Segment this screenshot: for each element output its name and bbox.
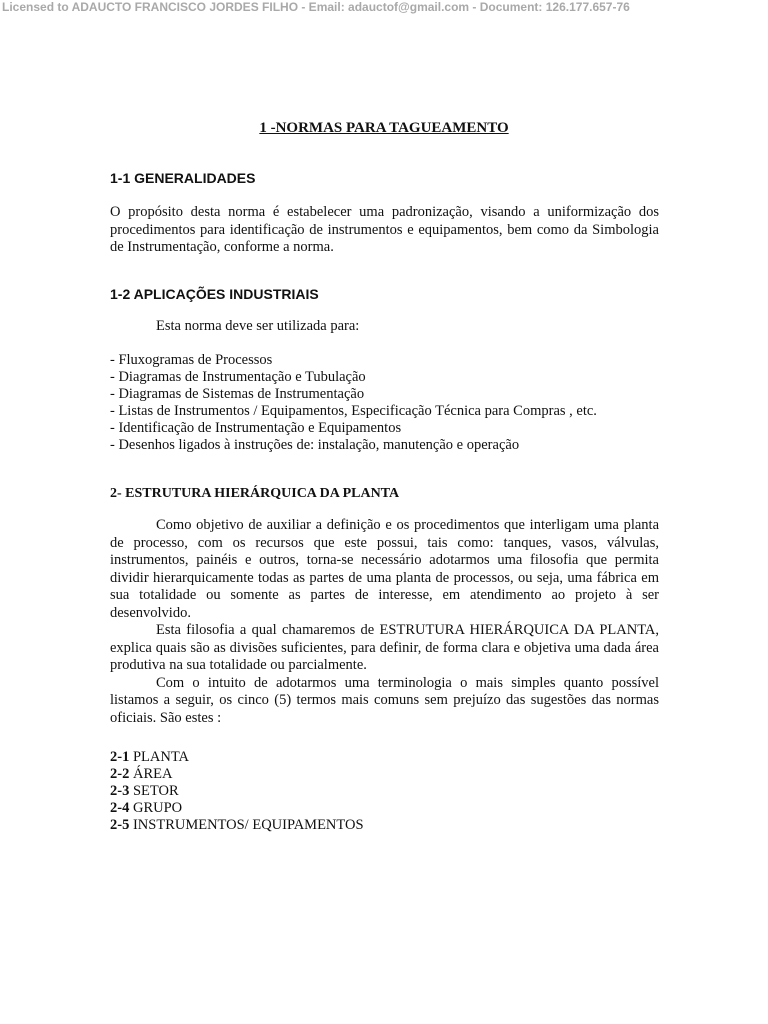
section-2-body — [0, 517, 659, 727]
term-number: 2-1 — [110, 749, 130, 765]
section-2-paragraph-1: Como objetivo de auxiliar a definição e os procedimentos que interligam uma planta de processo, com os recursos que este possui, tais como: tanques, vasos, válvulas, instrumentos, painéis e outros, torna-se necessário adotarmos uma filosofia que permita dividir hierarquicamente todas as partes de uma planta de processos, ou seja, uma fábrica em sua totalidade ou somente as partes de interesse, em atendimento ao projeto à ser desenvolvido. — [110, 517, 659, 621]
list-item — [110, 800, 364, 817]
list-item — [110, 766, 364, 783]
term-label: GRUPO — [132, 800, 183, 816]
section-1-2-intro: Esta norma deve ser utilizada para: — [156, 318, 360, 334]
section-2-heading: 2- ESTRUTURA HIERÁRQUICA DA PLANTA — [110, 486, 400, 501]
term-label: PLANTA — [132, 749, 190, 765]
section-1-1-heading: 1-1 GENERALIDADES — [110, 170, 256, 186]
list-item: - Fluxogramas de Processos — [110, 352, 273, 368]
list-item: - Desenhos ligados à instruções de: instalação, manutenção e operação — [110, 437, 520, 453]
license-watermark: Licensed to ADAUCTO FRANCISCO JORDES FILHO - Email: adauctof@gmail.com - Document: 126.177.657-76 — [2, 0, 630, 14]
applications-list — [110, 352, 597, 454]
term-number: 2-5 — [110, 817, 130, 833]
section-1-2-heading: 1-2 APLICAÇÕES INDUSTRIAIS — [110, 286, 319, 302]
term-label: ÁREA — [132, 766, 173, 782]
list-item: - Identificação de Instrumentação e Equipamentos — [110, 420, 402, 436]
list-item — [110, 817, 364, 834]
section-2-paragraph-3: Com o intuito de adotarmos uma terminologia o mais simples quanto possível listamos a seguir, os cinco (5) termos mais comuns sem prejuízo das sugestões das normas oficiais. São estes : — [110, 674, 659, 726]
term-label: INSTRUMENTOS/ EQUIPAMENTOS — [132, 817, 364, 833]
section-1-1-paragraph: O propósito desta norma é estabelecer uma padronização, visando a uniformização dos procedimentos para identificação de instrumentos e equipamentos, bem como da Simbologia de Instrumentação, conforme a norma. — [110, 204, 659, 255]
list-item: - Diagramas de Instrumentação e Tubulação — [110, 369, 366, 385]
section-2-paragraph-2: Esta filosofia a qual chamaremos de ESTRUTURA HIERÁRQUICA DA PLANTA, explica quais são as divisões suficientes, para definir, de forma clara e objetiva uma dada área produtiva na sua totalidade ou parcialmente. — [110, 622, 659, 673]
list-item: - Diagramas de Sistemas de Instrumentação — [110, 386, 365, 402]
list-item — [110, 749, 364, 766]
term-number: 2-3 — [110, 783, 130, 799]
term-number: 2-2 — [110, 766, 130, 782]
page-title: 1 -NORMAS PARA TAGUEAMENTO — [259, 120, 509, 136]
list-item — [110, 783, 364, 800]
hierarchy-terms-list — [110, 749, 364, 834]
term-label: SETOR — [132, 783, 179, 799]
list-item: - Listas de Instrumentos / Equipamentos, Especificação Técnica para Compras , etc. — [110, 403, 597, 419]
term-number: 2-4 — [110, 800, 130, 816]
